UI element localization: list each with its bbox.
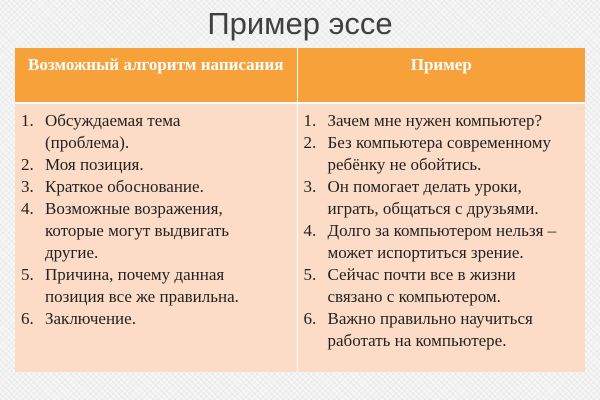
example-item-line: Важно правильно научиться (327, 309, 533, 328)
example-item-number: 2. (303, 133, 317, 152)
example-item-line: Он помогает делать уроки, (327, 177, 522, 196)
example-item-line: работать на компьютере. (327, 331, 507, 350)
algorithm-item (21, 110, 293, 154)
table-body-row (15, 103, 585, 372)
algorithm-item-line: Возможные возражения, (45, 199, 223, 218)
example-item-number: 5. (303, 265, 317, 284)
example-item-line: Долго за компьютером нельзя – (327, 221, 557, 240)
example-cell (297, 103, 585, 372)
example-list (304, 110, 582, 352)
algorithm-item-line: другие. (45, 243, 99, 262)
algorithm-item-number: 3. (21, 177, 34, 196)
algorithm-item-line: позиция все же правильна. (45, 287, 239, 306)
algorithm-item-line: которые могут выдвигать (45, 221, 229, 240)
example-item (304, 110, 582, 132)
algorithm-item-line: Краткое обоснование. (45, 177, 204, 196)
algorithm-item-line: Обсуждаемая тема (45, 111, 181, 130)
algorithm-item (21, 154, 293, 176)
example-item (304, 220, 582, 264)
header-example: Пример (297, 48, 585, 103)
algorithm-item (21, 198, 293, 264)
slide-title: Пример эссе (207, 6, 393, 41)
example-item-line: Без компьютера современному (327, 133, 551, 152)
algorithm-item-number: 5. (21, 265, 34, 284)
algorithm-item-number: 2. (21, 155, 34, 174)
example-item (304, 176, 582, 220)
example-item-line: Зачем мне нужен компьютер? (327, 111, 543, 130)
example-item (304, 264, 582, 308)
algorithm-item-number: 1. (21, 111, 34, 130)
algorithm-item-number: 6. (21, 309, 34, 328)
example-item (304, 308, 582, 352)
header-algorithm: Возможный алгоритм написания (15, 48, 297, 103)
algorithm-item-line: Моя позиция. (45, 155, 144, 174)
example-item-line: связано с компьютером. (327, 287, 501, 306)
example-item-number: 3. (303, 177, 317, 196)
example-item-number: 1. (303, 111, 317, 130)
algorithm-item (21, 264, 293, 308)
example-item-number: 4. (303, 221, 317, 240)
algorithm-item-number: 4. (21, 199, 34, 218)
example-item-line: Сейчас почти все в жизни (327, 265, 516, 284)
example-item-line: играть, общаться с друзьями. (327, 199, 539, 218)
example-item-line: ребёнку не обойтись. (327, 155, 482, 174)
algorithm-item-line: (проблема). (45, 133, 130, 152)
algorithm-cell (15, 103, 297, 372)
example-item-number: 6. (303, 309, 317, 328)
essay-table (15, 48, 585, 372)
example-item (304, 132, 582, 176)
algorithm-item (21, 176, 293, 198)
table-header-row (15, 48, 585, 103)
algorithm-item-line: Причина, почему данная (45, 265, 225, 284)
algorithm-item-line: Заключение. (45, 309, 136, 328)
example-item-line: может испортиться зрение. (327, 243, 524, 262)
algorithm-item (21, 308, 293, 330)
algorithm-list (21, 110, 293, 330)
